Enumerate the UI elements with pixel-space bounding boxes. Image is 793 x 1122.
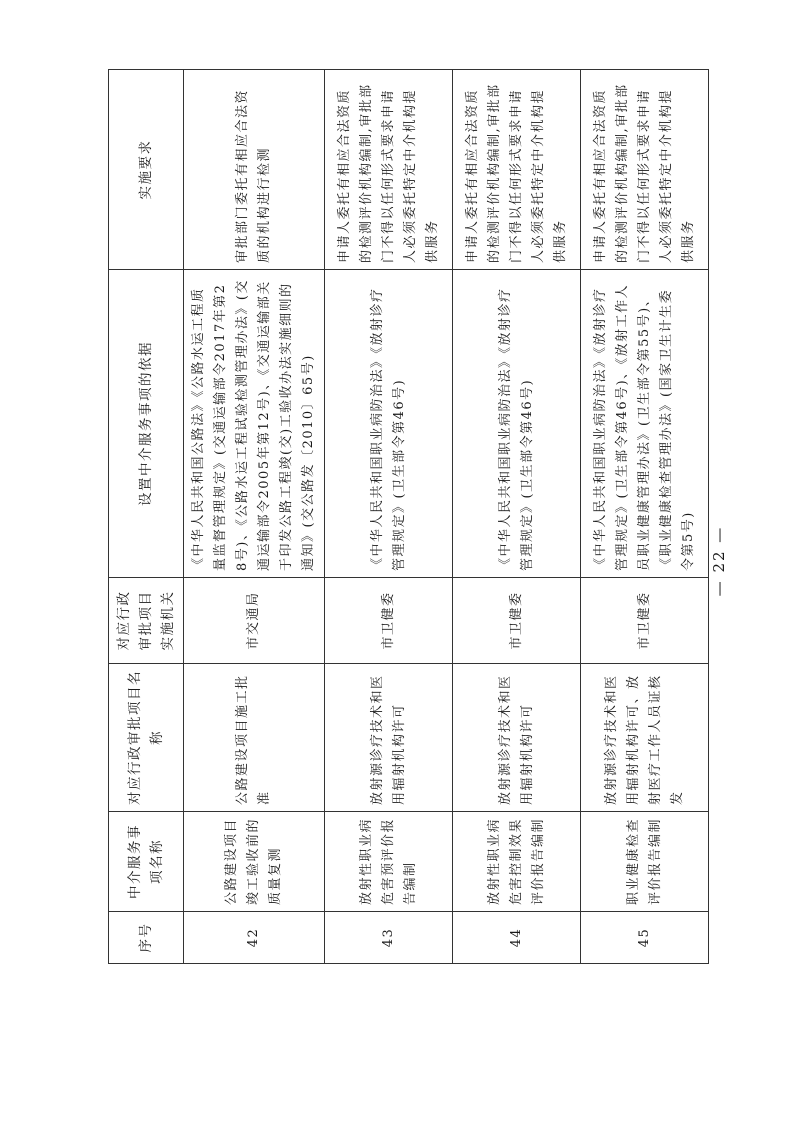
cell-authority: 市卫健委 [453, 578, 581, 664]
header-approval: 对应行政审批项目名称 [109, 664, 184, 812]
cell-basis: 《中华人民共和国职业病防治法》《放射诊疗管理规定》(卫生部令第46号) [325, 270, 453, 578]
header-seq: 序号 [109, 912, 184, 964]
cell-approval: 放射源诊疗技术和医用辐射机构许可 [325, 664, 453, 812]
cell-authority: 市卫健委 [325, 578, 453, 664]
cell-approval: 公路建设项目施工批准 [184, 664, 325, 812]
page-number: — 22 — [710, 525, 728, 597]
cell-basis: 《中华人民共和国公路法》《公路水运工程质量监督管理规定》(交通运输部令2017年第28号)、《公路水运工程试验检测管理办法》(交通运输部令2005年第12号)、《交通运输部关于印发公路工程竣(交)工验收办法实施细则的通知》(交公路发〔2010〕65号) [184, 270, 325, 578]
cell-service: 放射性职业病危害控制效果评价报告编制 [453, 812, 581, 912]
cell-authority: 市卫健委 [581, 578, 709, 664]
cell-approval: 放射源诊疗技术和医用辐射机构许可、放射医疗工作人员证核发 [581, 664, 709, 812]
cell-service: 放射性职业病危害预评价报告编制 [325, 812, 453, 912]
table-row [184, 70, 325, 964]
cell-seq: 44 [453, 912, 581, 964]
intermediary-service-table [108, 69, 709, 964]
table-header-row [109, 70, 184, 964]
table-row [325, 70, 453, 964]
cell-basis: 《中华人民共和国职业病防治法》《放射诊疗管理规定》(卫生部令第46号)、《放射工作人员职业健康管理办法》(卫生部令第55号)、《职业健康检查管理办法》(国家卫生计生委令第5号) [581, 270, 709, 578]
cell-seq: 45 [581, 912, 709, 964]
cell-approval: 放射源诊疗技术和医用辐射机构许可 [453, 664, 581, 812]
header-authority: 对应行政审批项目实施机关 [109, 578, 184, 664]
table-row [453, 70, 581, 964]
cell-requirement: 申请人委托有相应合法资质的检测评价机构编制,审批部门不得以任何形式要求申请人必须委托特定中介机构提供服务 [581, 70, 709, 270]
cell-service: 公路建设项目竣工验收前的质量复测 [184, 812, 325, 912]
cell-seq: 42 [184, 912, 325, 964]
header-requirement: 实施要求 [109, 70, 184, 270]
header-basis: 设置中介服务事项的依据 [109, 270, 184, 578]
cell-requirement: 申请人委托有相应合法资质的检测评价机构编制,审批部门不得以任何形式要求申请人必须委托特定中介机构提供服务 [453, 70, 581, 270]
cell-service: 职业健康检查评价报告编制 [581, 812, 709, 912]
cell-seq: 43 [325, 912, 453, 964]
cell-basis: 《中华人民共和国职业病防治法》《放射诊疗管理规定》(卫生部令第46号) [453, 270, 581, 578]
cell-requirement: 审批部门委托有相应合法资质的机构进行检测 [184, 70, 325, 270]
cell-authority: 市交通局 [184, 578, 325, 664]
cell-requirement: 申请人委托有相应合法资质的检测评价机构编制,审批部门不得以任何形式要求申请人必须委托特定中介机构提供服务 [325, 70, 453, 270]
header-service: 中介服务事项名称 [109, 812, 184, 912]
table-row [581, 70, 709, 964]
